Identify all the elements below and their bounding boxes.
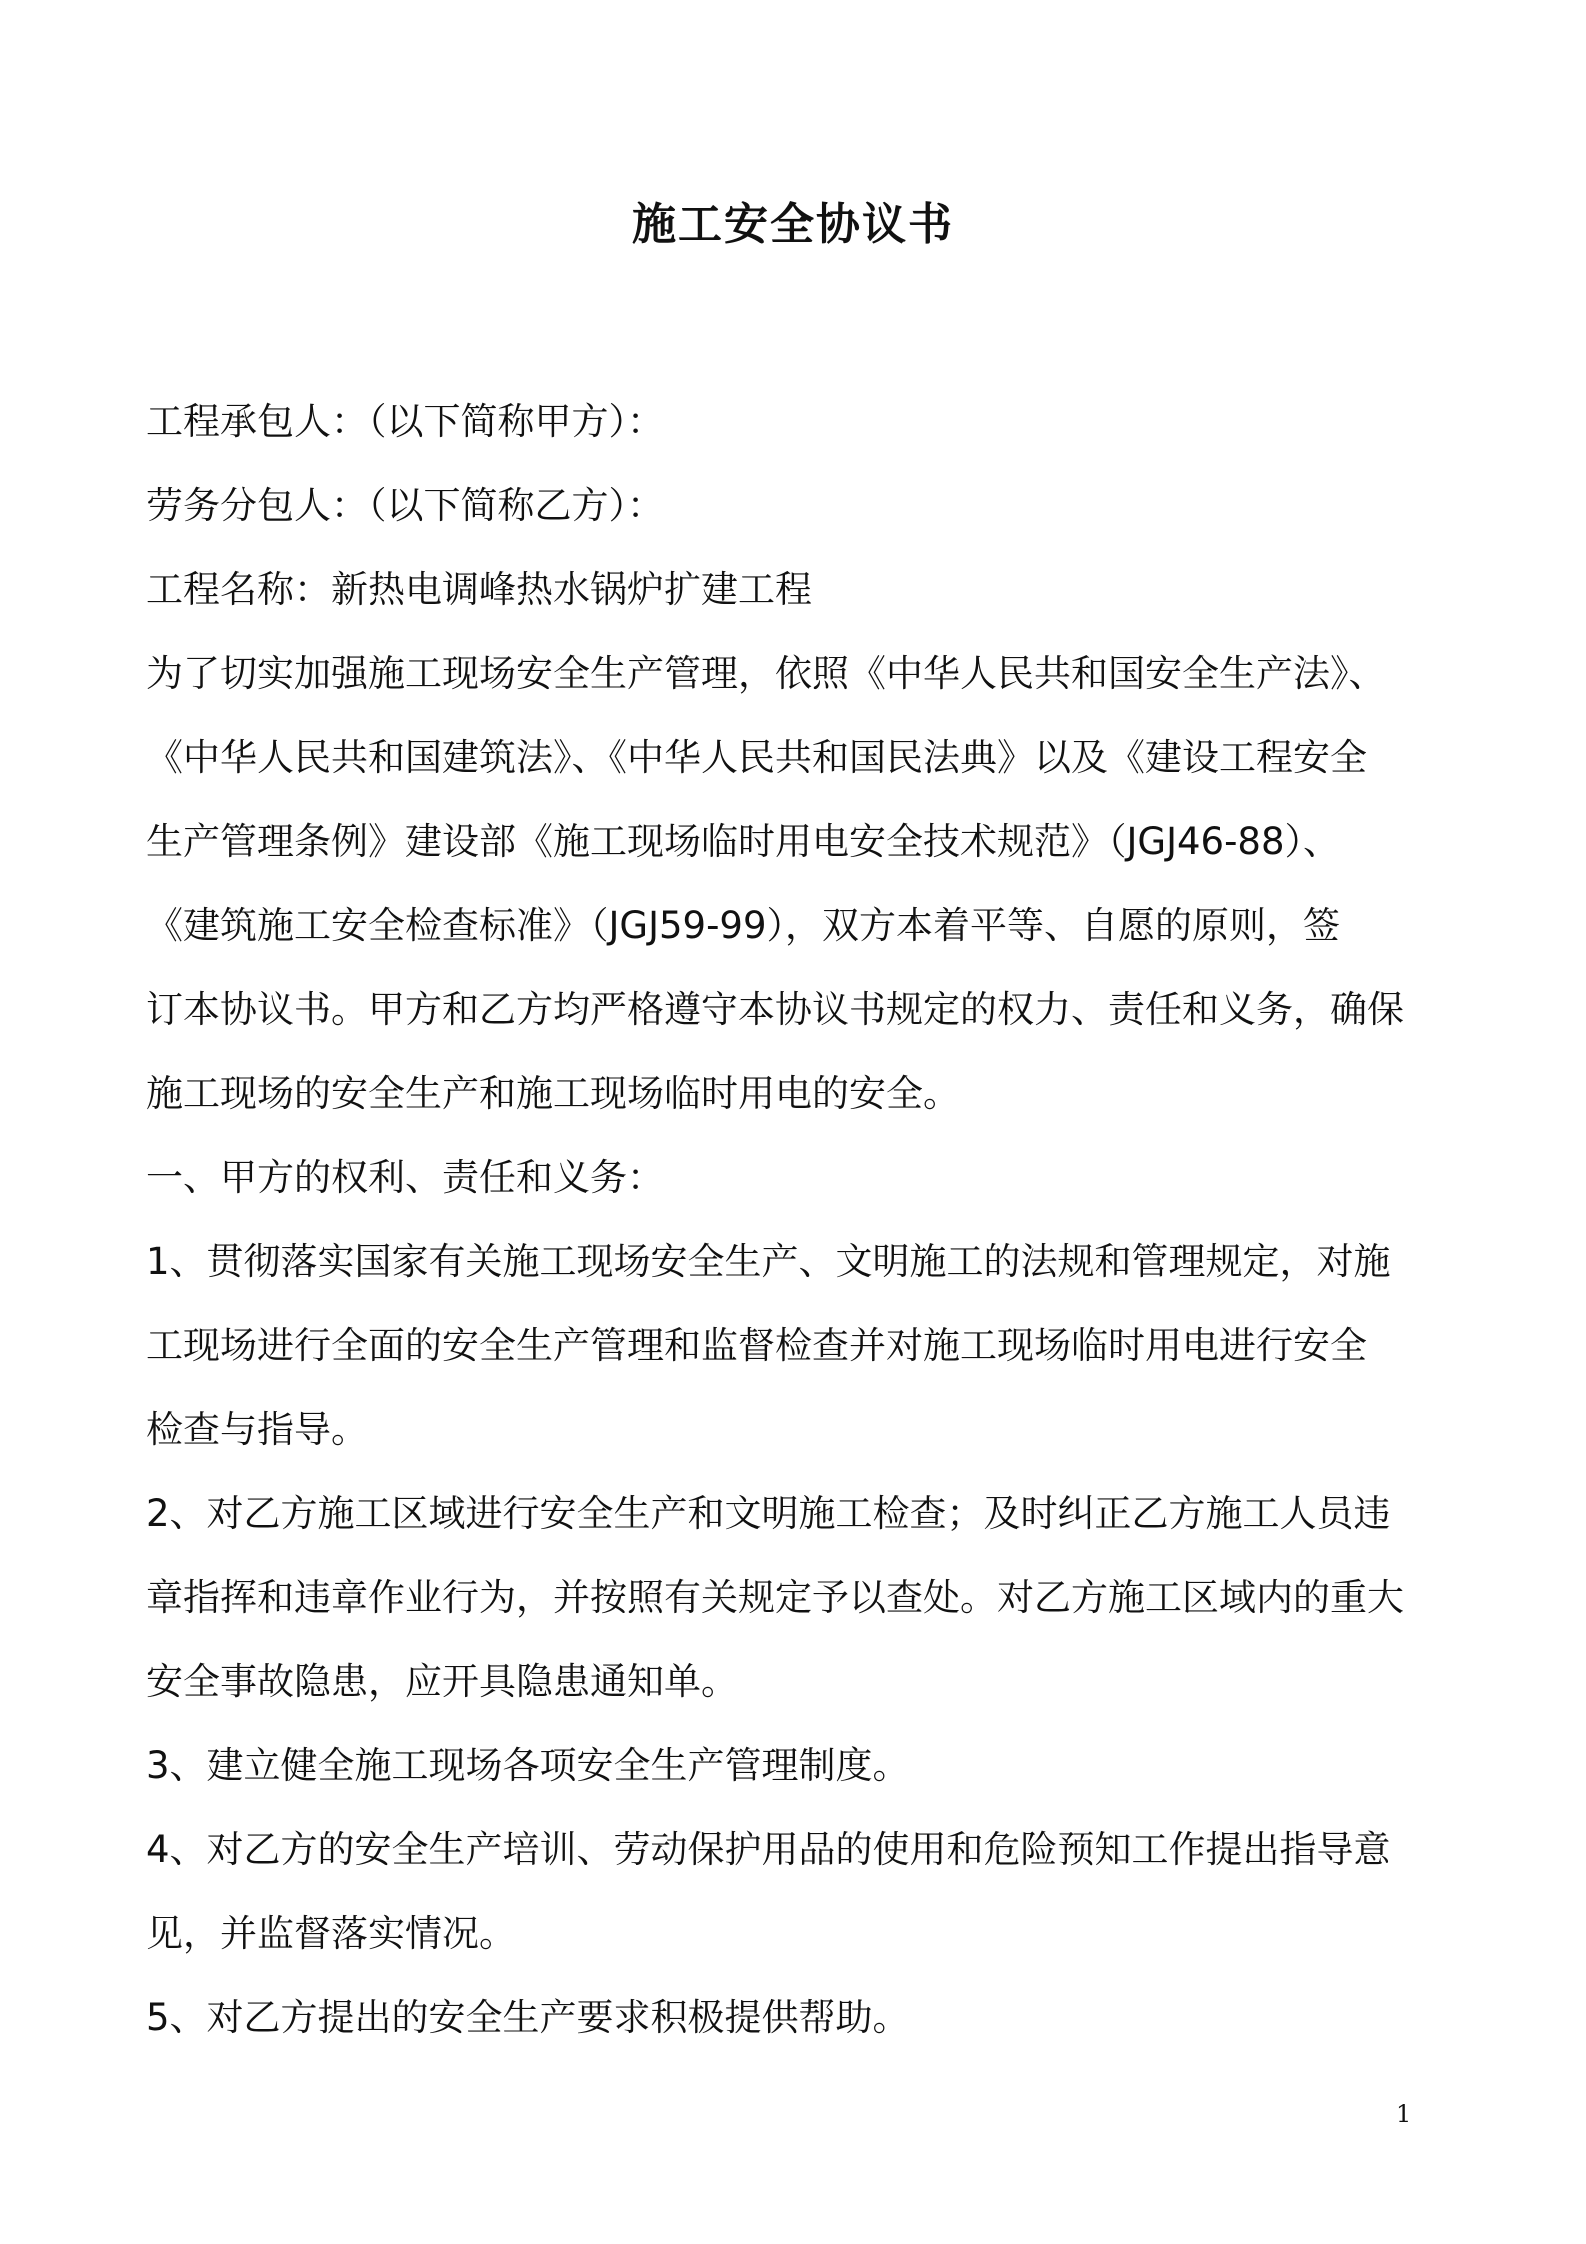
text-line: 劳务分包人：（以下简称乙方）： — [146, 484, 664, 527]
text-line: 工程名称：新热电调峰热水锅炉扩建工程 — [146, 568, 812, 611]
text-line: 4、对乙方的安全生产培训、劳动保护用品的使用和危险预知工作提出指导意 — [146, 1828, 1391, 1871]
text-line: 工程承包人：（以下简称甲方）： — [146, 400, 664, 443]
text-line: 工现场进行全面的安全生产管理和监督检查并对施工现场临时用电进行安全 — [146, 1324, 1367, 1367]
text-line: 1、贯彻落实国家有关施工现场安全生产、文明施工的法规和管理规定，对施 — [146, 1240, 1391, 1283]
text-line: 《建筑施工安全检查标准》（JGJ59-99），双方本着平等、自愿的原则，签 — [146, 904, 1341, 947]
text-line: 订本协议书。甲方和乙方均严格遵守本协议书规定的权力、责任和义务，确保 — [146, 988, 1404, 1031]
text-line: 为了切实加强施工现场安全生产管理，依照《中华人民共和国安全生产法》、 — [146, 652, 1386, 695]
text-line: 检查与指导。 — [146, 1408, 368, 1451]
text-line: 《中华人民共和国建筑法》、《中华人民共和国民法典》以及《建设工程安全 — [146, 736, 1367, 779]
text-line: 见，并监督落实情况。 — [146, 1912, 516, 1955]
text-line: 3、建立健全施工现场各项安全生产管理制度。 — [146, 1744, 910, 1787]
document-body — [146, 380, 1446, 2060]
document-title: 施工安全协议书 — [632, 199, 954, 250]
text-line: 安全事故隐患，应开具隐患通知单。 — [146, 1660, 738, 1703]
text-line: 5、对乙方提出的安全生产要求积极提供帮助。 — [146, 1996, 910, 2039]
section-heading: 一、甲方的权利、责任和义务： — [146, 1156, 664, 1199]
text-line: 生产管理条例》建设部《施工现场临时用电安全技术规范》（JGJ46-88）、 — [146, 820, 1341, 863]
text-line: 施工现场的安全生产和施工现场临时用电的安全。 — [146, 1072, 960, 1115]
text-line: 2、对乙方施工区域进行安全生产和文明施工检查；及时纠正乙方施工人员违 — [146, 1492, 1391, 1535]
page-number: 1 — [1396, 2100, 1412, 2128]
text-line: 章指挥和违章作业行为，并按照有关规定予以查处。对乙方施工区域内的重大 — [146, 1576, 1404, 1619]
